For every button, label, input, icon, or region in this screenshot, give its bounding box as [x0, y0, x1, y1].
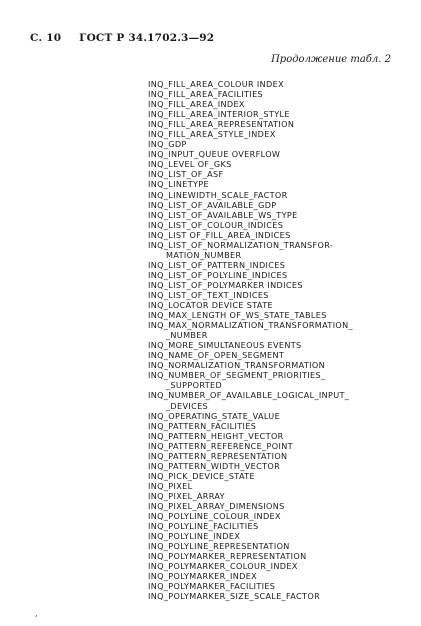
list-item: INQ_FILL_AREA_COLOUR INDEX: [148, 79, 284, 89]
list-item: INQ_POLYMARKER_REPRESENTATION: [148, 551, 307, 562]
list-item: INQ_OPERATING_STATE_VALUE: [148, 410, 281, 421]
list-item: INQ_LIST_OF_TEXT_INDICES: [148, 289, 269, 300]
list-item: INQ_LIST_OF_PATTERN_INDICES: [148, 259, 286, 270]
list-item: INQ_MORE_SIMULTANEOUS EVENTS: [148, 340, 302, 351]
list-item: INQ_LIST_OF_AVAILABLE_WS_TYPE: [148, 209, 298, 220]
list-item: MATION_NUMBER: [166, 249, 242, 260]
list-item: INQ_NUMBER_OF_AVAILABLE_LOGICAL_INPUT_: [148, 390, 350, 401]
list-item: INQ_PIXEL_ARRAY_DIMENSIONS: [148, 500, 285, 511]
list-item: INQ_LIST_OF_ASF: [148, 169, 224, 180]
list-item: INQ_FILL_AREA_REPRESENTATION: [148, 119, 295, 130]
function-name-list: [148, 79, 353, 601]
list-item: INQ_GDP: [148, 139, 187, 150]
list-item: INQ_MAX_NORMALIZATION_TRANSFORMATION_: [148, 320, 353, 331]
list-item: INQ_FILL_AREA_STYLE_INDEX: [148, 129, 276, 140]
list-item: INQ_LINEWIDTH_SCALE_FACTOR: [148, 189, 288, 200]
list-item: INQ_POLYMARKER_COLOUR_INDEX: [148, 561, 298, 572]
list-item: INQ_PATTERN_FACILITIES: [148, 420, 257, 431]
page-speck: ‚: [35, 609, 38, 619]
list-item: INQ_PIXEL_ARRAY: [148, 490, 225, 501]
table-continuation-caption: Продолжение табл. 2: [271, 54, 391, 65]
list-item: INQ_MAX_LENGTH OF_WS_STATE_TABLES: [148, 310, 327, 321]
list-item: INQ_POLYLINE_INDEX: [148, 531, 241, 542]
list-item: INQ_PIXEL: [148, 480, 193, 491]
list-item: INQ_LIST_OF_NORMALIZATION_TRANSFOR-: [148, 239, 334, 250]
list-item: INQ_LEVEL OF_GKS: [148, 159, 232, 170]
list-item: INQ_LIST OF_FILL_AREA_INDICES: [148, 229, 291, 240]
list-item: INQ_FILL_AREA_INDEX: [148, 99, 245, 110]
list-item: INQ_LOCATOR DEVICE STATE: [148, 300, 273, 311]
list-item: INQ_LINETYPE: [148, 179, 210, 190]
list-item: _SUPPORTED: [166, 380, 223, 391]
list-item: INQ_LIST_OF_POLYMARKER INDICES: [148, 279, 303, 290]
page-header: [30, 32, 214, 44]
list-item: INQ_PATTERN_REFERENCE_POINT: [148, 440, 293, 451]
list-item: INQ_POLYMARKER_INDEX: [148, 571, 258, 582]
list-item: INQ_LIST_OF_COLOUR_INDICES: [148, 219, 284, 230]
list-item: INQ_FILL_AREA_FACILITIES: [148, 89, 264, 100]
list-item: INQ_LIST_OF_AVAILABLE_GDP: [148, 199, 277, 210]
standard-code: ГОСТ Р 34.1702.3—92: [79, 32, 215, 44]
list-item: INQ_NAME_OF_OPEN_SEGMENT: [148, 350, 285, 361]
list-item: INQ_POLYMARKER_SIZE_SCALE_FACTOR: [148, 591, 321, 602]
list-item: INQ_POLYLINE_FACILITIES: [148, 521, 259, 532]
list-item: INQ_POLYLINE_COLOUR_INDEX: [148, 511, 281, 522]
list-item: INQ_PATTERN_WIDTH_VECTOR: [148, 460, 281, 471]
list-item: INQ_PATTERN_HEIGHT_VECTOR: [148, 430, 284, 441]
list-item: INQ_NORMALIZATION_TRANSFORMATION: [148, 360, 326, 371]
list-item: INQ_INPUT_QUEUE OVERFLOW: [148, 149, 281, 160]
list-item: INQ_NUMBER_OF_SEGMENT_PRIORITIES_: [148, 370, 326, 381]
list-item: INQ_FILL_AREA_INTERIOR_STYLE: [148, 109, 290, 120]
list-item: INQ_PICK_DEVICE_STATE: [148, 470, 255, 481]
list-item: INQ_POLYMARKER_FACILITIES: [148, 581, 276, 592]
list-item: _NUMBER: [166, 330, 208, 341]
list-item: INQ_POLYLINE_REPRESENTATION: [148, 541, 290, 552]
page-number: С. 10: [30, 32, 62, 44]
list-item: _DEVICES: [166, 400, 209, 411]
list-item: INQ_PATTERN_REPRESENTATION: [148, 450, 288, 461]
list-item: INQ_LIST_OF_POLYLINE_INDICES: [148, 269, 288, 280]
